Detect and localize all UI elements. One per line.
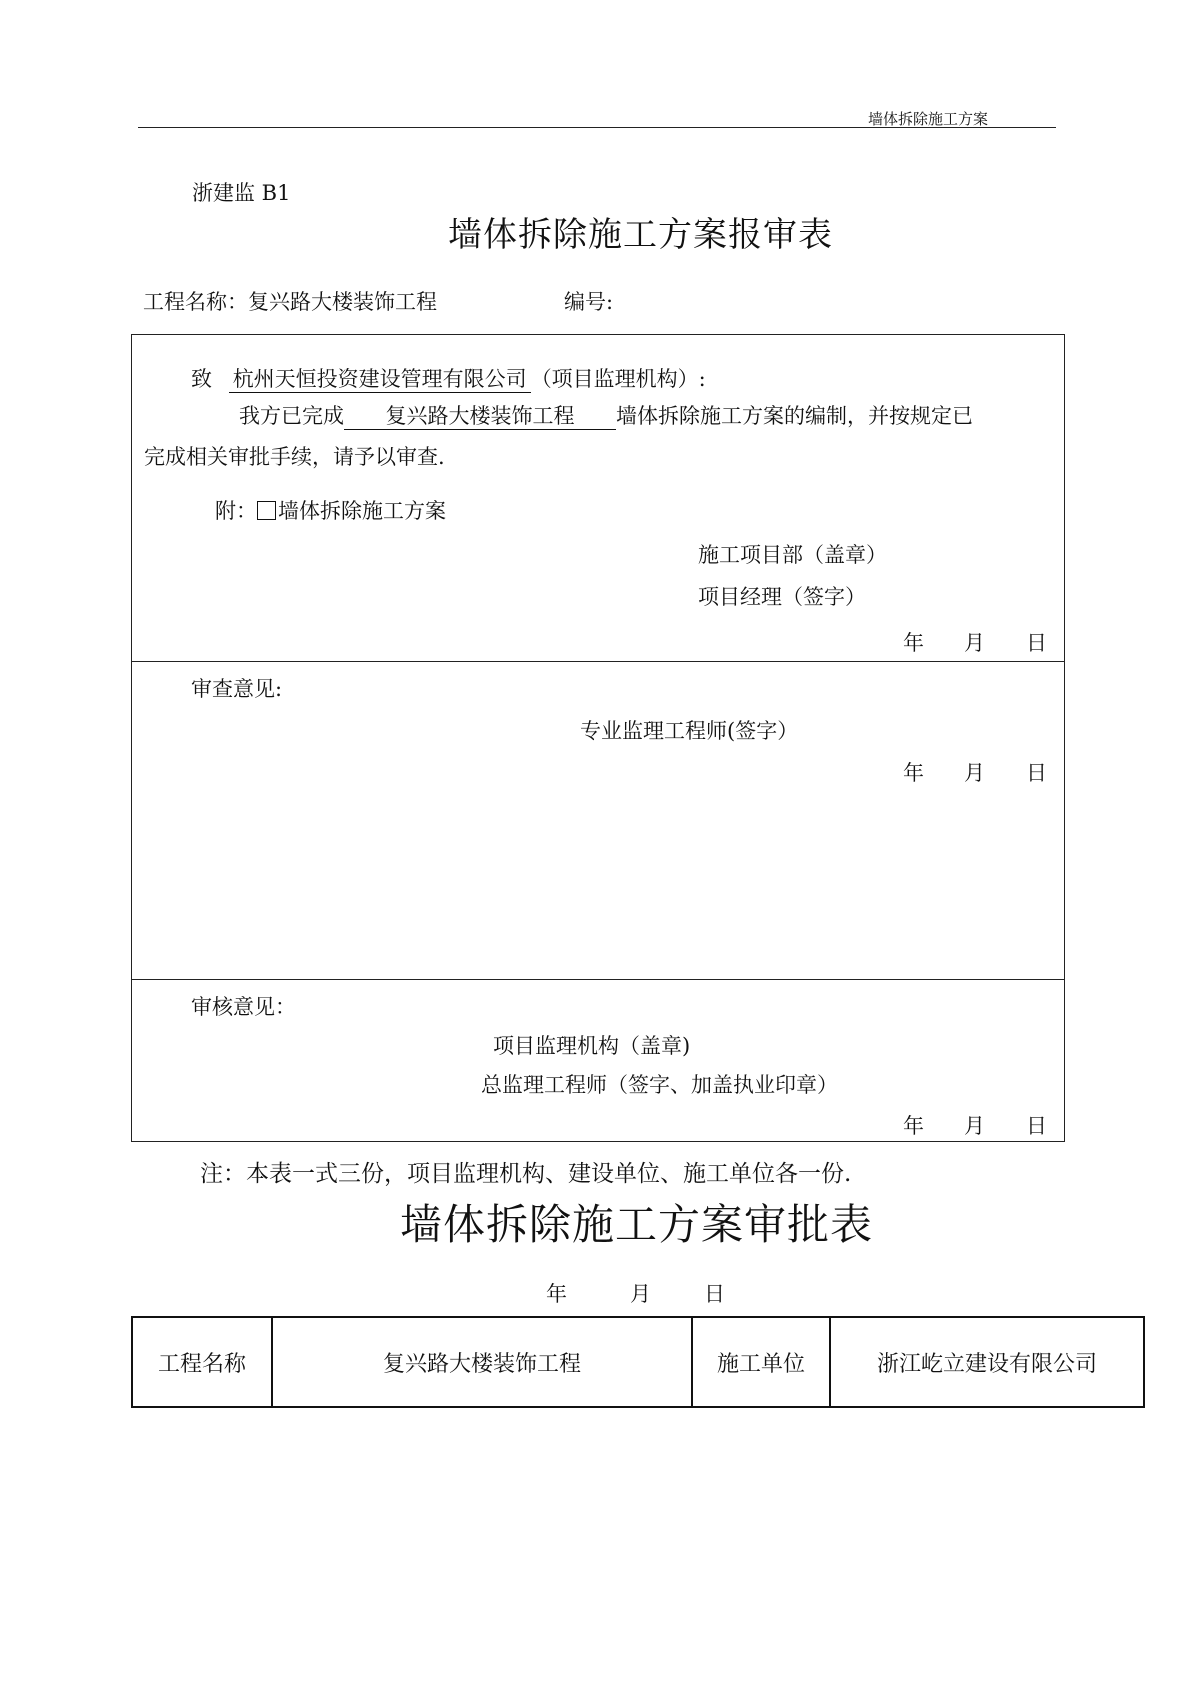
section-divider <box>132 979 1064 980</box>
audit-date-year: 年 <box>903 1114 924 1138</box>
recipient-suffix: （项目监理机构）: <box>530 367 706 391</box>
contractor-value-cell: 浙江屹立建设有限公司 <box>830 1317 1144 1407</box>
review-date-day: 日 <box>1026 761 1047 785</box>
running-header: 墙体拆除施工方案 <box>868 110 989 128</box>
project-value-cell: 复兴路大楼装饰工程 <box>272 1317 692 1407</box>
project-name-value: 复兴路大楼装饰工程 <box>248 290 437 314</box>
attachment-checkbox[interactable] <box>257 501 276 520</box>
sign-construction-dept: 施工项目部（盖章） <box>698 543 887 567</box>
audit-date-month: 月 <box>964 1114 985 1138</box>
review-date-month: 月 <box>964 761 985 785</box>
body-line-1 <box>239 400 973 430</box>
form-title: 墙体拆除施工方案报审表 <box>448 215 833 255</box>
attachment-item: 墙体拆除施工方案 <box>278 499 446 523</box>
recipient-line <box>191 363 706 393</box>
date-year: 年 <box>903 631 924 655</box>
body-suffix: 墙体拆除施工方案的编制，并按规定已 <box>616 404 973 428</box>
approval-date-month: 月 <box>630 1282 651 1306</box>
project-name-label: 工程名称： <box>143 290 248 314</box>
project-label-cell: 工程名称 <box>132 1317 272 1407</box>
contractor-label-cell: 施工单位 <box>692 1317 830 1407</box>
recipient-field: 杭州天恒投资建设管理有限公司 <box>229 366 531 393</box>
attachment-label: 附： <box>215 499 257 523</box>
footnote: 注：本表一式三份，项目监理机构、建设单位、施工单位各一份. <box>200 1161 852 1187</box>
header-rule <box>138 127 1056 128</box>
attachment-line <box>215 495 446 525</box>
date-day: 日 <box>1026 631 1047 655</box>
body-project-field: 复兴路大楼装饰工程 <box>344 403 616 430</box>
sign-chief-engineer: 总监理工程师（签字、加盖执业印章） <box>481 1073 838 1097</box>
approval-table <box>131 1316 1145 1408</box>
audit-date-day: 日 <box>1026 1114 1047 1138</box>
table-row <box>132 1317 1144 1407</box>
approval-title: 墙体拆除施工方案审批表 <box>400 1200 874 1249</box>
sign-supervision-org: 项目监理机构（盖章) <box>493 1034 691 1058</box>
review-date-year: 年 <box>903 761 924 785</box>
sign-supervising-engineer: 专业监理工程师(签字） <box>580 719 799 743</box>
form-code: 浙建监 B1 <box>192 181 291 205</box>
date-month: 月 <box>964 631 985 655</box>
to-prefix: 致 <box>191 367 212 391</box>
approval-date-year: 年 <box>546 1282 567 1306</box>
approval-date-day: 日 <box>704 1282 725 1306</box>
review-label: 审查意见: <box>191 677 283 701</box>
section-divider <box>132 661 1064 662</box>
body-line-2: 完成相关审批手续，请予以审查. <box>144 445 445 469</box>
audit-label: 审核意见： <box>191 995 296 1019</box>
number-label: 编号: <box>564 290 614 314</box>
sign-project-manager: 项目经理（签字） <box>698 585 866 609</box>
project-name-line <box>143 286 437 316</box>
submission-form-box <box>131 334 1065 1142</box>
body-prefix: 我方已完成 <box>239 404 344 428</box>
